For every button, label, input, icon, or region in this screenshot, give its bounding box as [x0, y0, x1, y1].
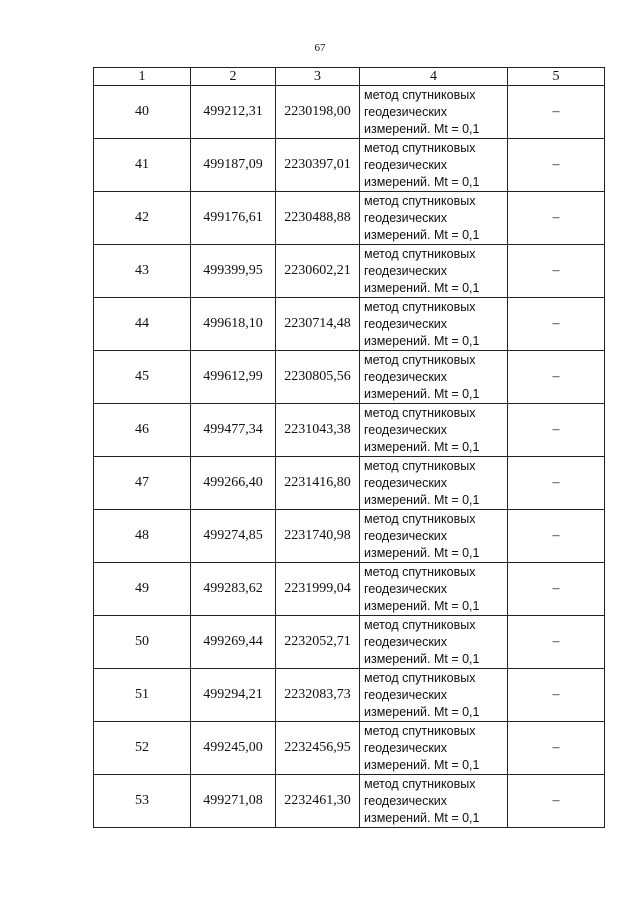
method-cell [360, 510, 508, 563]
method-line: метод спутниковых [364, 458, 476, 473]
x-coordinate-cell: 499271,08 [191, 775, 276, 828]
point-number-cell: 49 [94, 563, 191, 616]
table-row [94, 245, 605, 298]
table-row [94, 669, 605, 722]
method-line: измерений. Mt = 0,1 [364, 810, 480, 825]
table-row [94, 563, 605, 616]
note-cell: – [508, 139, 605, 192]
table-row [94, 139, 605, 192]
table-row [94, 722, 605, 775]
x-coordinate-cell: 499612,99 [191, 351, 276, 404]
table-row [94, 298, 605, 351]
method-line: геодезических [364, 634, 448, 649]
y-coordinate-cell: 2232456,95 [276, 722, 360, 775]
table-body [94, 86, 605, 828]
table-row [94, 457, 605, 510]
note-cell: – [508, 457, 605, 510]
method-cell [360, 404, 508, 457]
method-line: измерений. Mt = 0,1 [364, 492, 480, 507]
note-cell: – [508, 669, 605, 722]
x-coordinate-cell: 499294,21 [191, 669, 276, 722]
table-header-row [94, 68, 605, 86]
method-line: геодезических [364, 581, 448, 596]
method-line: метод спутниковых [364, 617, 476, 632]
point-number-cell: 41 [94, 139, 191, 192]
x-coordinate-cell: 499269,44 [191, 616, 276, 669]
method-line: измерений. Mt = 0,1 [364, 704, 480, 719]
method-cell [360, 722, 508, 775]
method-cell [360, 457, 508, 510]
method-line: геодезических [364, 263, 448, 278]
method-line: метод спутниковых [364, 299, 476, 314]
method-line: измерений. Mt = 0,1 [364, 386, 480, 401]
y-coordinate-cell: 2232052,71 [276, 616, 360, 669]
header-col-3: 3 [276, 68, 360, 86]
y-coordinate-cell: 2230602,21 [276, 245, 360, 298]
note-cell: – [508, 775, 605, 828]
note-cell: – [508, 510, 605, 563]
page-number: 67 [314, 42, 326, 54]
method-line: геодезических [364, 210, 448, 225]
y-coordinate-cell: 2231999,04 [276, 563, 360, 616]
table-row [94, 510, 605, 563]
x-coordinate-cell: 499283,62 [191, 563, 276, 616]
method-line: метод спутниковых [364, 564, 476, 579]
table-row [94, 404, 605, 457]
note-cell: – [508, 298, 605, 351]
point-number-cell: 44 [94, 298, 191, 351]
method-line: метод спутниковых [364, 405, 476, 420]
method-cell [360, 563, 508, 616]
method-line: метод спутниковых [364, 352, 476, 367]
method-line: измерений. Mt = 0,1 [364, 227, 480, 242]
note-cell: – [508, 722, 605, 775]
x-coordinate-cell: 499266,40 [191, 457, 276, 510]
y-coordinate-cell: 2231416,80 [276, 457, 360, 510]
header-col-5: 5 [508, 68, 605, 86]
header-col-2: 2 [191, 68, 276, 86]
note-cell: – [508, 86, 605, 139]
method-line: метод спутниковых [364, 776, 476, 791]
method-line: метод спутниковых [364, 723, 476, 738]
point-number-cell: 50 [94, 616, 191, 669]
point-number-cell: 47 [94, 457, 191, 510]
method-line: измерений. Mt = 0,1 [364, 545, 480, 560]
method-cell [360, 86, 508, 139]
note-cell: – [508, 616, 605, 669]
coordinates-table [93, 67, 605, 828]
header-col-1: 1 [94, 68, 191, 86]
method-line: измерений. Mt = 0,1 [364, 280, 480, 295]
point-number-cell: 46 [94, 404, 191, 457]
method-line: метод спутниковых [364, 670, 476, 685]
method-line: геодезических [364, 687, 448, 702]
method-cell [360, 298, 508, 351]
table-row [94, 616, 605, 669]
point-number-cell: 53 [94, 775, 191, 828]
point-number-cell: 40 [94, 86, 191, 139]
x-coordinate-cell: 499618,10 [191, 298, 276, 351]
table-row [94, 86, 605, 139]
method-line: геодезических [364, 740, 448, 755]
note-cell: – [508, 192, 605, 245]
note-cell: – [508, 563, 605, 616]
x-coordinate-cell: 499399,95 [191, 245, 276, 298]
point-number-cell: 48 [94, 510, 191, 563]
method-line: геодезических [364, 316, 448, 331]
method-line: измерений. Mt = 0,1 [364, 439, 480, 454]
method-cell [360, 616, 508, 669]
y-coordinate-cell: 2232083,73 [276, 669, 360, 722]
method-line: геодезических [364, 793, 448, 808]
method-cell [360, 192, 508, 245]
method-line: геодезических [364, 528, 448, 543]
method-cell [360, 775, 508, 828]
method-line: метод спутниковых [364, 193, 476, 208]
x-coordinate-cell: 499187,09 [191, 139, 276, 192]
method-line: метод спутниковых [364, 87, 476, 102]
method-cell [360, 245, 508, 298]
method-line: измерений. Mt = 0,1 [364, 651, 480, 666]
point-number-cell: 51 [94, 669, 191, 722]
y-coordinate-cell: 2230805,56 [276, 351, 360, 404]
header-col-4: 4 [360, 68, 508, 86]
method-line: измерений. Mt = 0,1 [364, 333, 480, 348]
x-coordinate-cell: 499477,34 [191, 404, 276, 457]
method-line: геодезических [364, 475, 448, 490]
method-line: измерений. Mt = 0,1 [364, 174, 480, 189]
method-line: измерений. Mt = 0,1 [364, 121, 480, 136]
method-line: метод спутниковых [364, 140, 476, 155]
note-cell: – [508, 245, 605, 298]
y-coordinate-cell: 2230488,88 [276, 192, 360, 245]
x-coordinate-cell: 499245,00 [191, 722, 276, 775]
x-coordinate-cell: 499176,61 [191, 192, 276, 245]
x-coordinate-cell: 499274,85 [191, 510, 276, 563]
note-cell: – [508, 404, 605, 457]
point-number-cell: 52 [94, 722, 191, 775]
table-row [94, 192, 605, 245]
method-cell [360, 139, 508, 192]
method-cell [360, 351, 508, 404]
y-coordinate-cell: 2232461,30 [276, 775, 360, 828]
method-line: геодезических [364, 104, 448, 119]
y-coordinate-cell: 2230198,00 [276, 86, 360, 139]
method-line: измерений. Mt = 0,1 [364, 598, 480, 613]
method-line: геодезических [364, 422, 448, 437]
y-coordinate-cell: 2230714,48 [276, 298, 360, 351]
point-number-cell: 42 [94, 192, 191, 245]
point-number-cell: 43 [94, 245, 191, 298]
method-line: метод спутниковых [364, 246, 476, 261]
method-line: геодезических [364, 369, 448, 384]
x-coordinate-cell: 499212,31 [191, 86, 276, 139]
y-coordinate-cell: 2231740,98 [276, 510, 360, 563]
method-line: метод спутниковых [364, 511, 476, 526]
note-cell: – [508, 351, 605, 404]
table-row [94, 351, 605, 404]
table-row [94, 775, 605, 828]
method-line: геодезических [364, 157, 448, 172]
y-coordinate-cell: 2231043,38 [276, 404, 360, 457]
method-line: измерений. Mt = 0,1 [364, 757, 480, 772]
method-cell [360, 669, 508, 722]
y-coordinate-cell: 2230397,01 [276, 139, 360, 192]
point-number-cell: 45 [94, 351, 191, 404]
